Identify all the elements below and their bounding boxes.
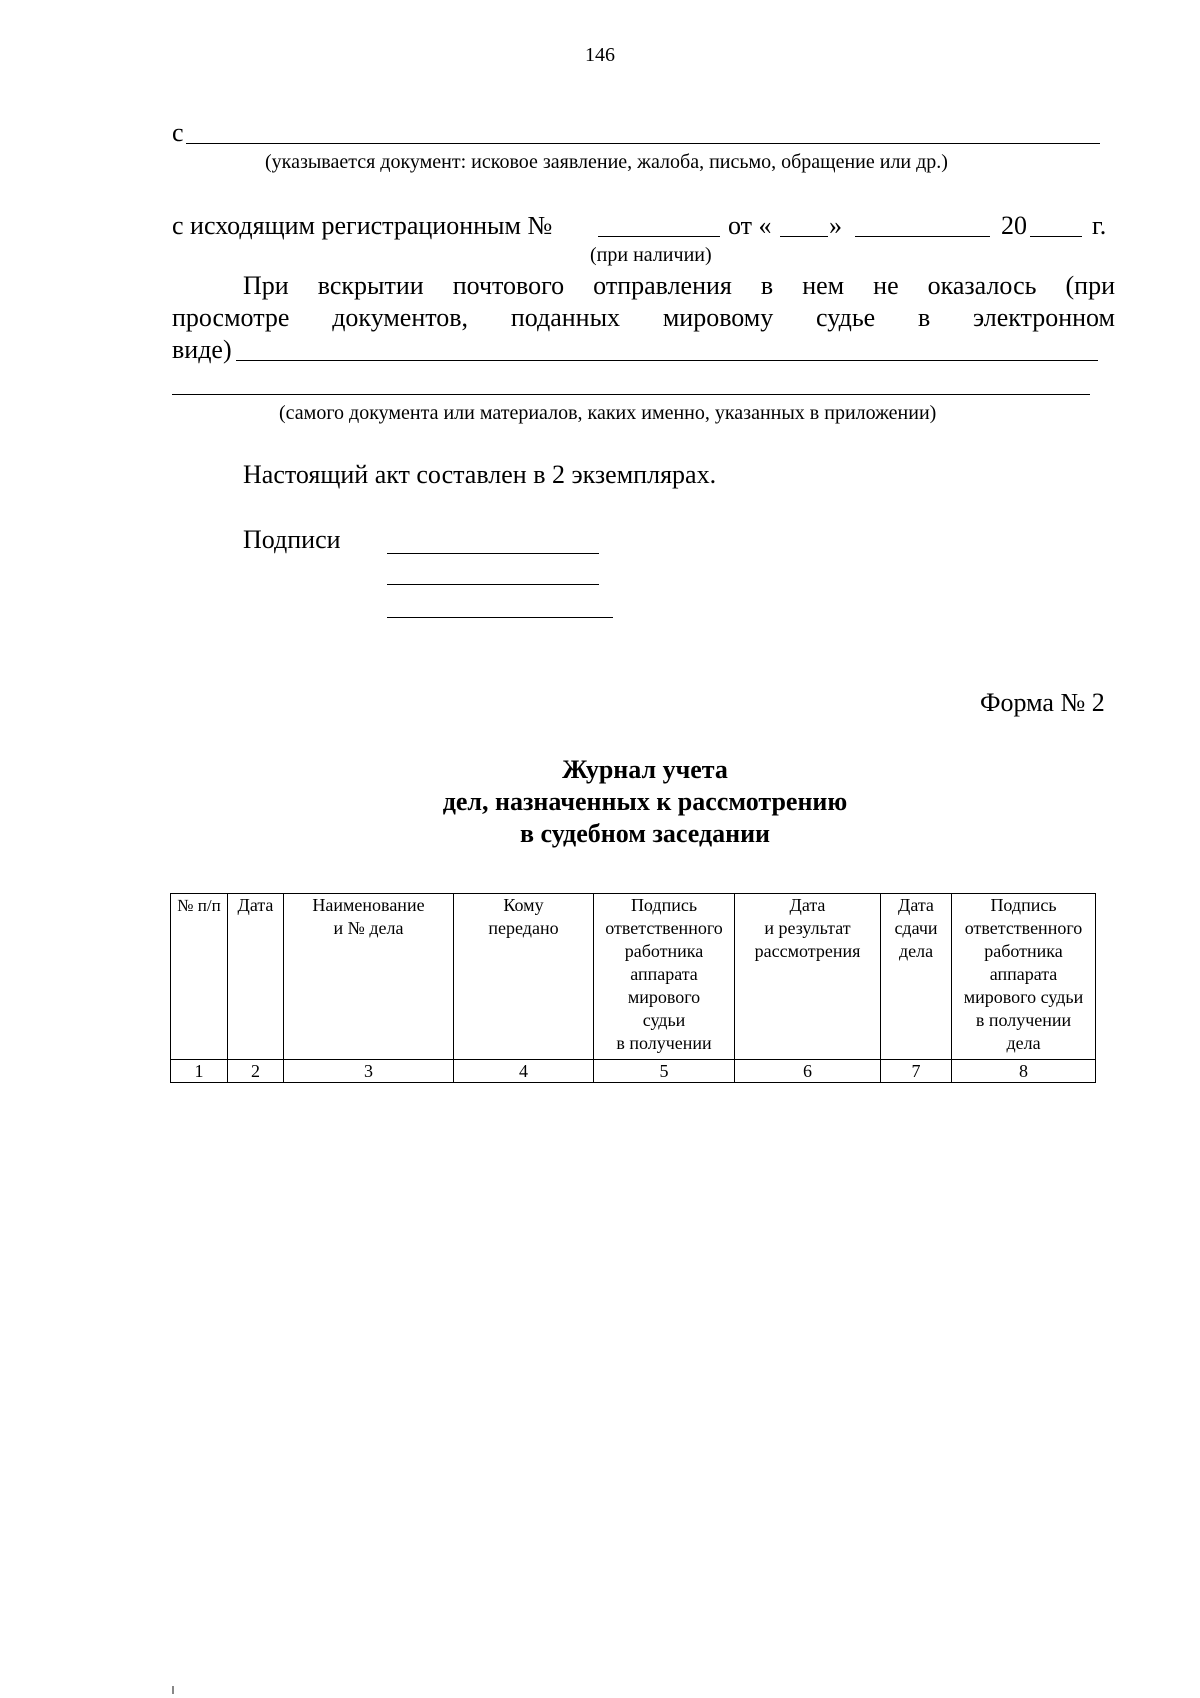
journal-title-line2: дел, назначенных к рассмотрению	[442, 787, 848, 816]
paragraph-line2: просмотре документов, поданных мировому судье в электронном	[172, 303, 1115, 332]
header-cell-handover-date: Дата сдачи дела	[881, 894, 952, 1060]
header-cell-case-receipt-signature: Подпись ответственного работника аппарата мирового судьи в получении дела	[952, 894, 1096, 1060]
paragraph-line1: При вскрытии почтового отправления в нем не оказалось (при	[243, 271, 1115, 300]
month-blank	[855, 236, 990, 237]
journal-title-line1: Журнал учета	[562, 755, 728, 784]
header-cell-date: Дата	[228, 894, 284, 1060]
missing-items-blank-line	[236, 360, 1098, 361]
column-number-4: 4	[454, 1060, 594, 1083]
column-number-5: 5	[594, 1060, 735, 1083]
form-label: Форма № 2	[980, 688, 1105, 717]
line2-prefix: с исходящим регистрационным №	[172, 211, 553, 240]
journal-number-row	[171, 1060, 1096, 1083]
day-blank	[780, 236, 828, 237]
signature-line-3	[387, 617, 613, 618]
line2-year-suffix: г.	[1092, 211, 1107, 240]
line1-caption: (указывается документ: исковое заявление, жалоба, письмо, обращение или др.)	[265, 151, 948, 173]
column-number-3: 3	[284, 1060, 454, 1083]
line2-quote-close: »	[829, 211, 842, 240]
journal-header-row	[171, 894, 1096, 1060]
header-cell-transferred-to: Кому передано	[454, 894, 594, 1060]
paragraph-caption: (самого документа или материалов, каких именно, указанных в приложении)	[279, 402, 937, 424]
line2-year-prefix: 20	[1001, 211, 1027, 240]
header-cell-date-and-result: Дата и результат рассмотрения	[735, 894, 881, 1060]
header-cell-number: № п/п	[171, 894, 228, 1060]
line1-prefix: с	[172, 118, 184, 147]
journal-table	[170, 893, 1096, 1083]
registration-number-blank	[598, 236, 720, 237]
header-cell-receipt-signature: Подпись ответственного работника аппарата мирового судьи в получении	[594, 894, 735, 1060]
copies-text: Настоящий акт составлен в 2 экземплярах.	[243, 460, 717, 489]
column-number-2: 2	[228, 1060, 284, 1083]
line2-from: от «	[728, 211, 772, 240]
scan-mark	[172, 1686, 174, 1694]
line2-caption: (при наличии)	[590, 244, 712, 266]
missing-items-blank-line-2	[172, 394, 1090, 395]
column-number-7: 7	[881, 1060, 952, 1083]
document-blank-line	[186, 143, 1100, 144]
signature-line-2	[387, 584, 599, 585]
page-number: 146	[585, 44, 615, 66]
signatures-label: Подписи	[243, 525, 341, 554]
signature-line-1	[387, 553, 599, 554]
column-number-8: 8	[952, 1060, 1096, 1083]
column-number-6: 6	[735, 1060, 881, 1083]
year-blank	[1030, 236, 1082, 237]
header-cell-case-name: Наименование и № дела	[284, 894, 454, 1060]
journal-title-line3: в судебном заседании	[519, 819, 771, 848]
column-number-1: 1	[171, 1060, 228, 1083]
paragraph-line3-prefix: виде)	[172, 335, 232, 364]
